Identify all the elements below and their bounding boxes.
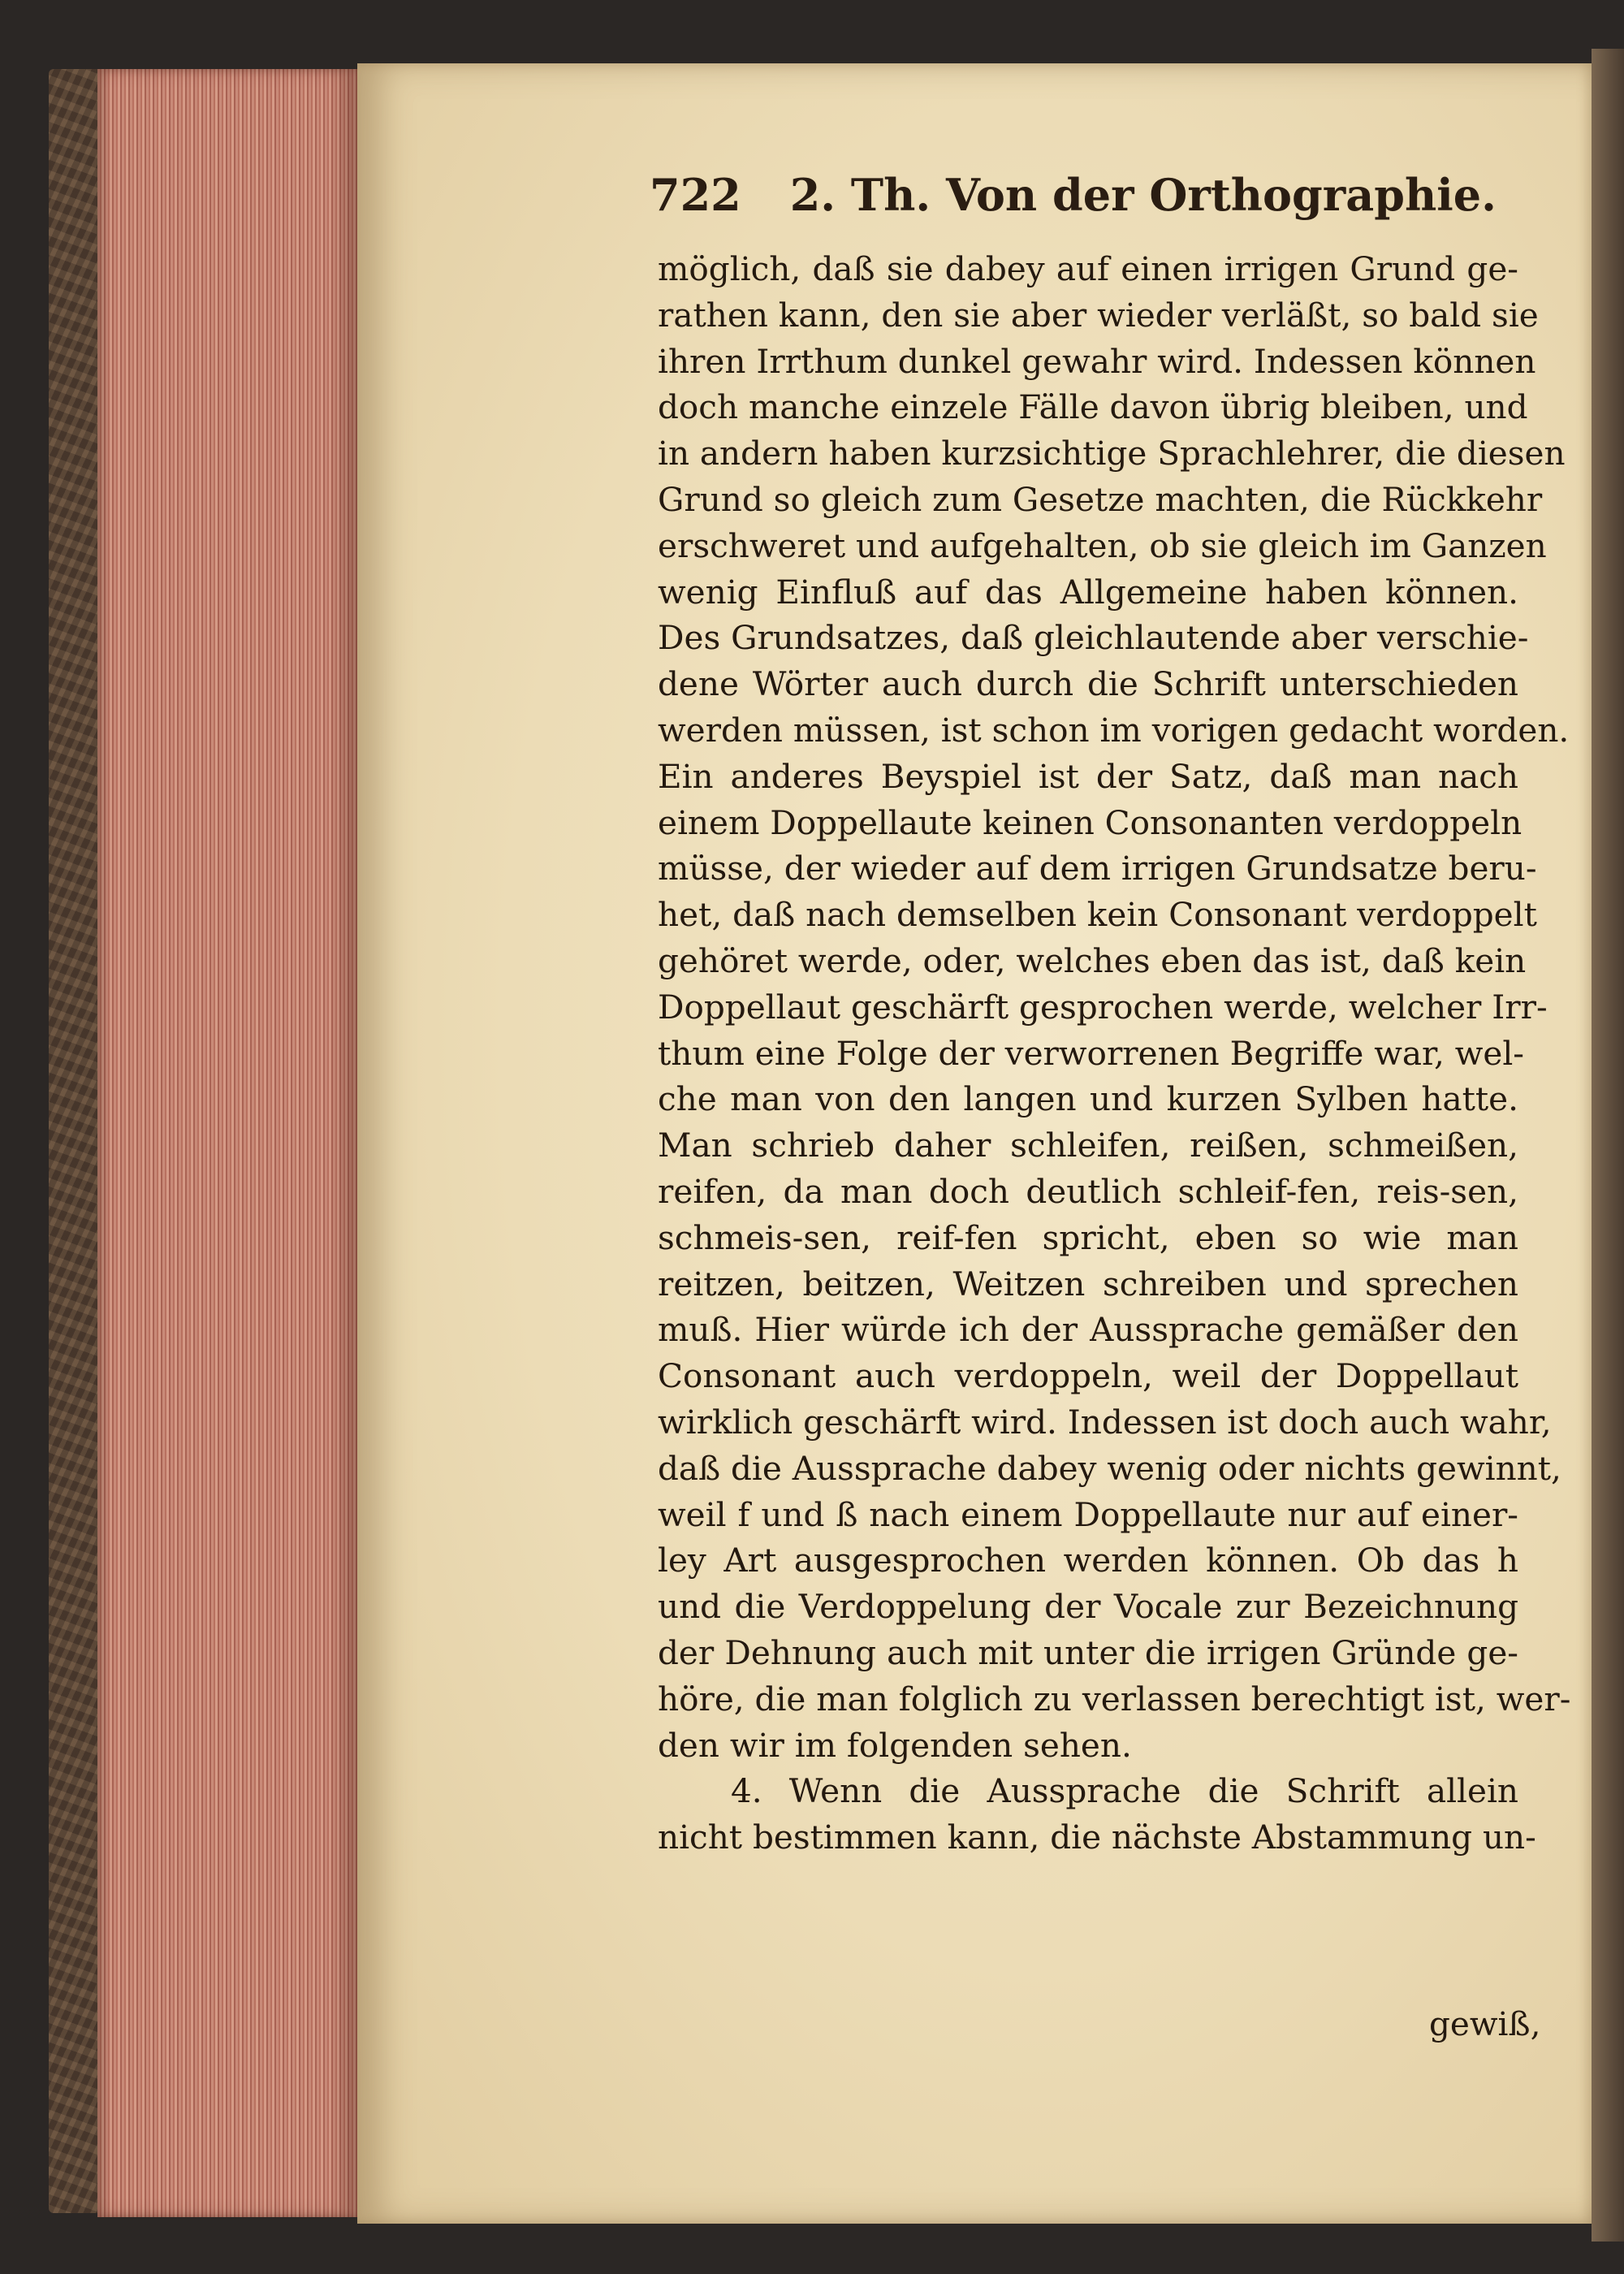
text-line: reifen, da man doch deutlich schleif-fen, reis-sen,: [658, 1171, 1518, 1211]
text-line: Ein anderes Beyspiel ist der Satz, daß man nach: [658, 756, 1518, 796]
book-cover-right: [1592, 49, 1624, 2242]
text-line: gehöret werde, oder, welches eben das ist, daß kein: [658, 940, 1527, 980]
text-line: doch manche einzele Fälle davon übrig bleiben, und: [658, 387, 1528, 427]
text-line: in andern haben kurzsichtige Sprachlehrer, die diesen: [658, 434, 1566, 473]
text-line: der Dehnung auch mit unter die irrigen Gründe ge-: [658, 1632, 1518, 1672]
text-line: daß die Aussprache dabey wenig oder nichts gewinnt,: [658, 1448, 1561, 1488]
running-title: 2. Th. Von der Orthographie.: [789, 169, 1497, 221]
running-header: [650, 169, 1543, 221]
text-line: weil f und ß nach einem Doppellaute nur auf einer-: [658, 1494, 1518, 1534]
text-line: ihren Irrthum dunkel gewahr wird. Indessen können: [658, 341, 1536, 381]
text-line: nicht bestimmen kann, die nächste Abstammung un-: [658, 1818, 1536, 1857]
text-line: höre, die man folglich zu verlassen berechtigt ist, wer-: [658, 1679, 1571, 1718]
text-line: werden müssen, ist schon im vorigen gedacht worden.: [658, 710, 1570, 750]
text-line: müsse, der wieder auf dem irrigen Grundsatze beru-: [658, 849, 1537, 888]
text-line: wenig Einfluß auf das Allgemeine haben können.: [658, 572, 1518, 612]
text-line: dene Wörter auch durch die Schrift unterschieden: [658, 664, 1518, 704]
text-line: Des Grundsatzes, daß gleichlautende aber verschie-: [658, 618, 1529, 658]
text-line: che man von den langen und kurzen Sylben hatte.: [658, 1079, 1518, 1119]
text-line: Consonant auch verdoppeln, weil der Doppellaut: [658, 1356, 1518, 1396]
text-line: möglich, daß sie dabey auf einen irrigen Grund ge-: [658, 249, 1518, 288]
text-line: erschweret und aufgehalten, ob sie gleich im Ganzen: [658, 525, 1547, 565]
text-line: wirklich geschärft wird. Indessen ist doch auch wahr,: [658, 1402, 1552, 1442]
page-edges: [97, 69, 357, 2217]
text-line: einem Doppellaute keinen Consonanten verdoppeln: [658, 802, 1522, 842]
text-line: thum eine Folge der verworrenen Begriffe war, wel-: [658, 1033, 1524, 1073]
text-line: rathen kann, den sie aber wieder verläßt, so bald sie: [658, 295, 1539, 335]
body-text: [658, 246, 1571, 1861]
text-line: Man schrieb daher schleifen, reißen, schmeißen,: [658, 1126, 1518, 1165]
text-line: schmeis-sen, reif-fen spricht, eben so wie man: [658, 1217, 1518, 1257]
text-line: 4. Wenn die Aussprache die Schrift allein: [731, 1771, 1518, 1811]
text-line: den wir im folgenden sehen.: [658, 1725, 1132, 1765]
text-line: Grund so gleich zum Gesetze machten, die Rückkehr: [658, 479, 1543, 519]
book-page: [357, 63, 1592, 2224]
page-number: 722: [650, 169, 741, 221]
catchword: gewiß,: [1429, 2004, 1541, 2043]
text-line: muß. Hier würde ich der Aussprache gemäßer den: [658, 1310, 1518, 1350]
text-line: Doppellaut geschärft gesprochen werde, welcher Irr-: [658, 987, 1548, 1027]
text-line: reitzen, beitzen, Weitzen schreiben und sprechen: [658, 1264, 1518, 1303]
text-line: und die Verdoppelung der Vocale zur Bezeichnung: [658, 1587, 1518, 1627]
text-line: ley Art ausgesprochen werden können. Ob das h: [658, 1541, 1518, 1580]
text-line: het, daß nach demselben kein Consonant verdoppelt: [658, 895, 1537, 935]
